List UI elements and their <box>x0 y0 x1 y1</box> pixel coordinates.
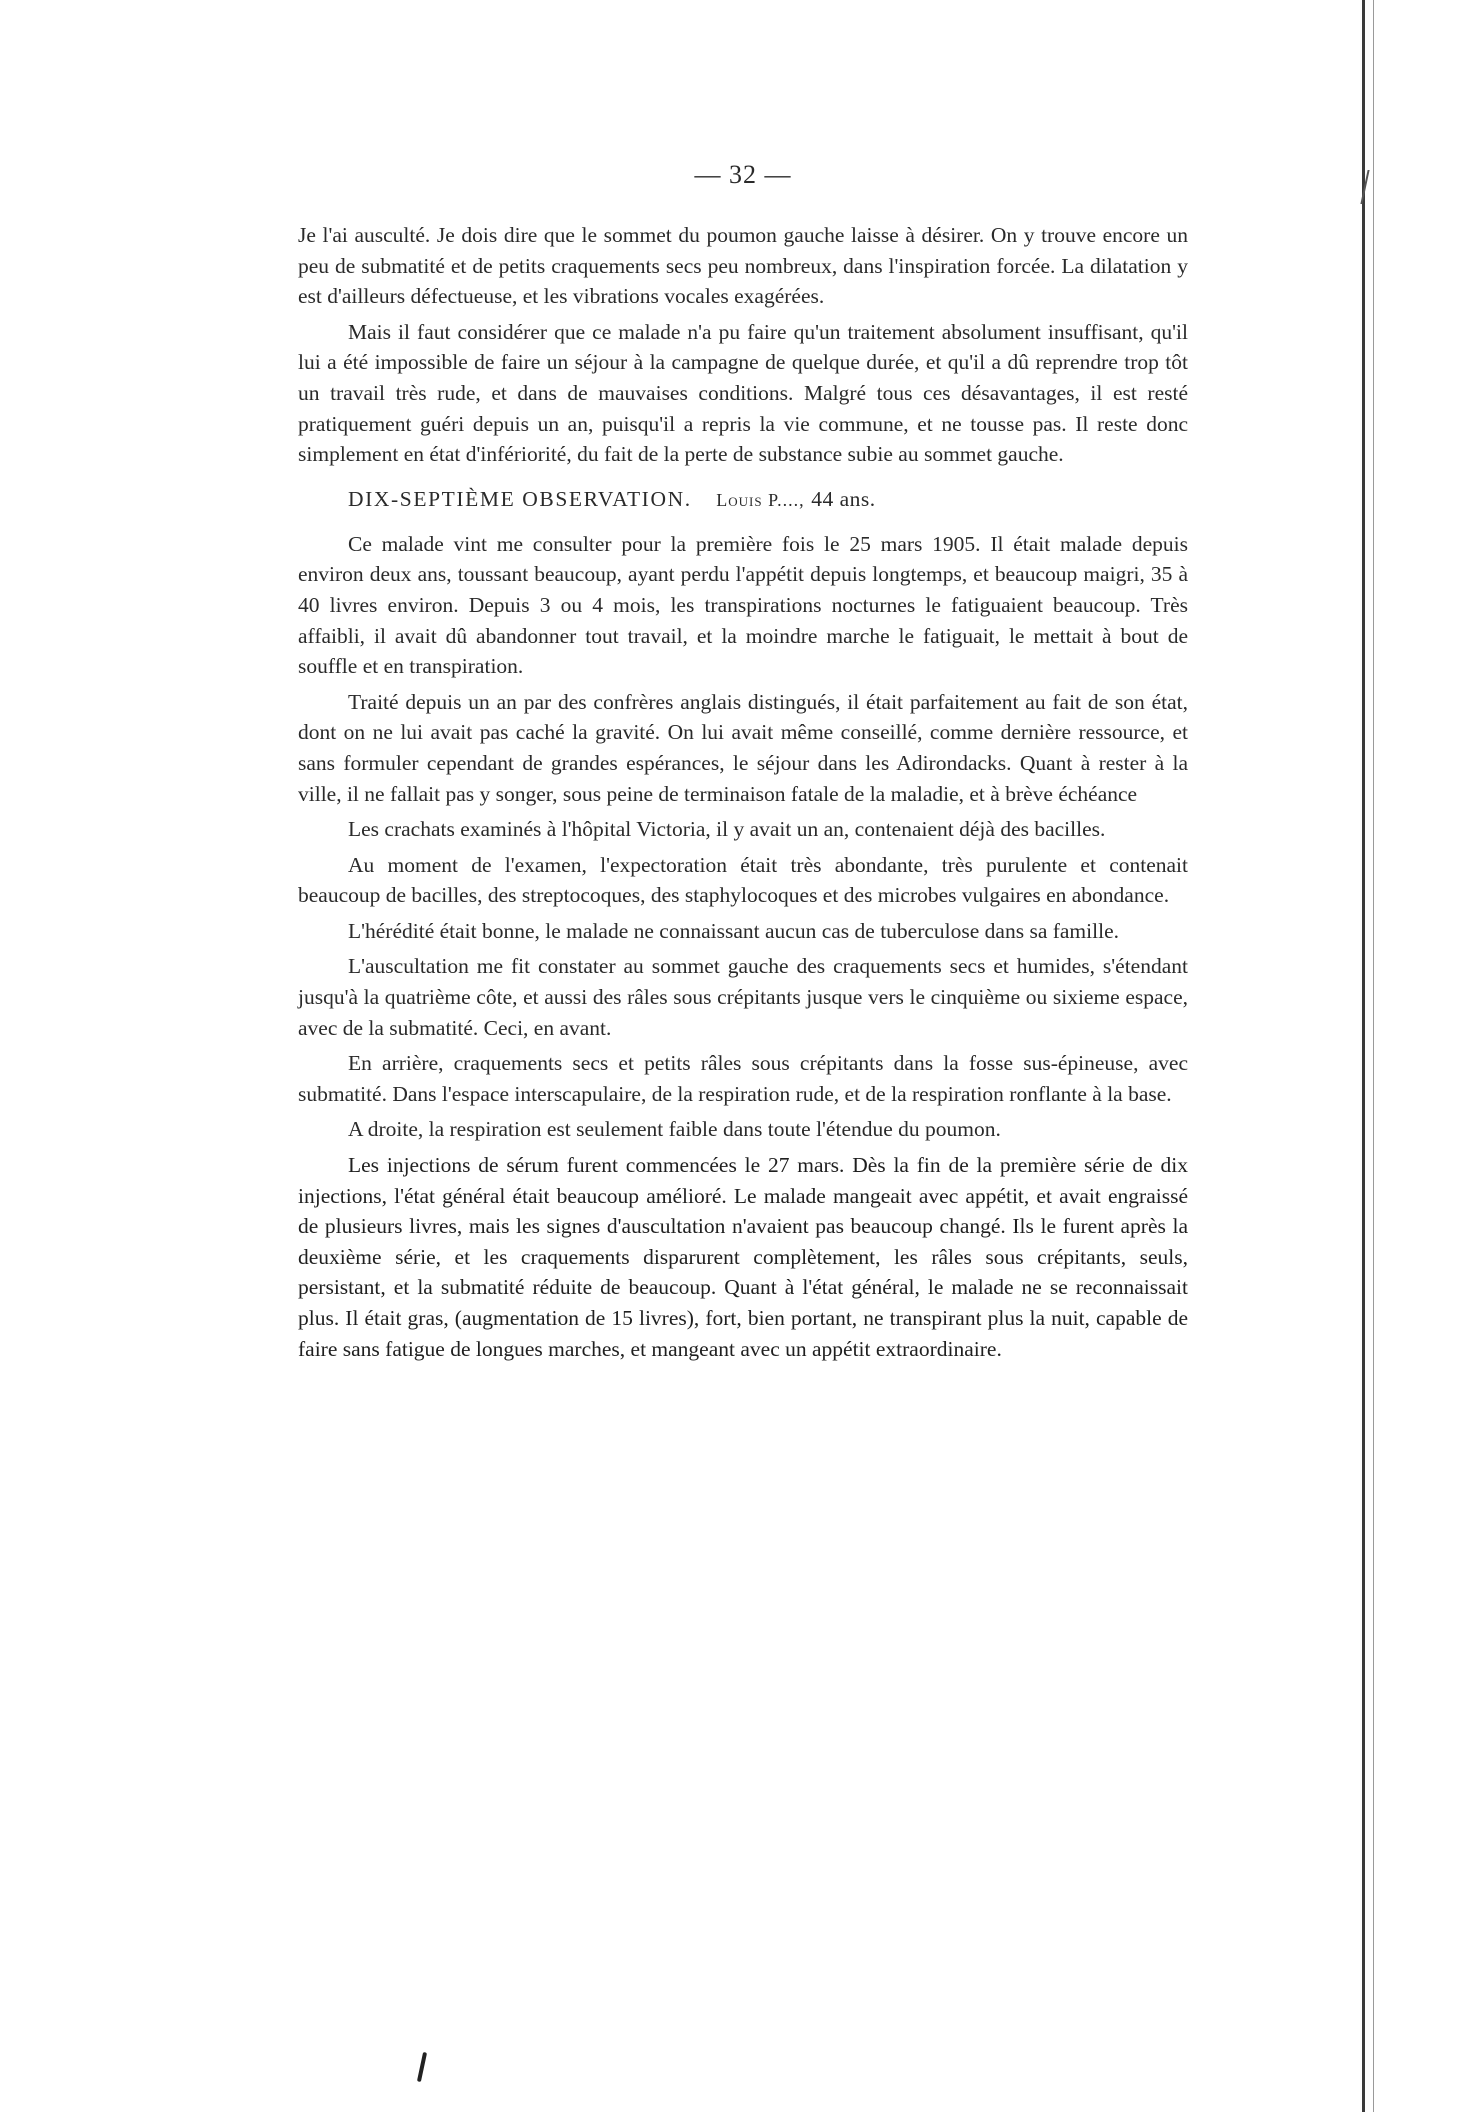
scan-artifact <box>417 2052 427 2082</box>
paragraph-anterior-auscultation: L'auscultation me fit constater au sommet gauche des craquements secs et humides, s'étendant jusqu'à la quatrième côte, et aussi des râles sous crépitants jusque vers le cinquième ou sixieme espace, avec de la submatité. Ceci, en avant. <box>298 954 1188 1040</box>
page-edge-line <box>1362 0 1365 2112</box>
paragraph-serum-injections: Les injections de sérum furent commencées le 27 mars. Dès la fin de la première série de dix injections, l'état général était beaucoup amélioré. Le malade mangeait avec appétit, et avait engraissé de plusieurs livres, mais les signes d'auscultation n'avaient pas beaucoup changé. Ils le furent après la deuxième série, et les craquements disparurent complètement, les râles sous crépitants, seuls, persistant, et la submatité réduite de beaucoup. Quant à l'état général, le malade ne se reconnaissait plus. Il était gras, (augmentation de 15 livres), fort, bien portant, ne transpirant plus la nuit, capable de faire sans fatigue de longues marches, et mangeant avec un appétit extraordinaire. <box>298 1153 1188 1361</box>
page-number: — 32 — <box>694 160 792 189</box>
paragraph-expectoration: Au moment de l'examen, l'expectoration était très abondante, très purulente et contenait beaucoup de bacilles, des streptocoques, des staphylocoques et des microbes vulgaires en abondance. <box>298 852 1188 908</box>
paragraph-prior-treatment: Traité depuis un an par des confrères anglais distingués, il était parfaitement au fait de son état, dont on ne lui avait pas caché la gravité. On lui avait même conseillé, comme dernière ressource, et sans formuler cependant de grandes espérances, le séjour dans les Adirondacks. Quant à rester à la ville, il ne fallait pas y songer, sous peine de terminaison fatale de la maladie, et à brève échéance <box>298 689 1188 806</box>
paragraph-sputum-exam: Les crachats examinés à l'hôpital Victoria, il y avait un an, contenaient déjà des bacilles. <box>348 817 1106 842</box>
patient-age: 44 ans. <box>811 486 876 511</box>
paragraph-treatment-outcome: Mais il faut considérer que ce malade n'a pu faire qu'un traitement absolument insuffisant, qu'il lui a été impossible de faire un séjour à la campagne de quelque durée, et qu'il a dû reprendre trop tôt un travail très rude, et dans de mauvaises conditions. Malgré tous ces désavantages, il est resté pratiquement guéri depuis un an, puisqu'il a repris la vie commune, et ne tousse pas. Il reste donc simplement en état d'infériorité, du fait de la perte de substance subie au sommet gauche. <box>298 319 1188 467</box>
paragraph-heredity: L'hérédité était bonne, le malade ne connaissant aucun cas de tuberculose dans sa famille. <box>348 918 1119 943</box>
paragraph-posterior-auscultation: En arrière, craquements secs et petits râles sous crépitants dans la fosse sus-épineuse, avec submatité. Dans l'espace interscapulaire, de la respiration rude, et de la respiration ronflante à la base. <box>298 1051 1188 1106</box>
document-page <box>298 160 1188 1369</box>
observation-title: DIX-SEPTIÈME OBSERVATION. <box>348 486 692 511</box>
paragraph-first-consultation: Ce malade vint me consulter pour la première fois le 25 mars 1905. Il était malade depuis environ deux ans, toussant beaucoup, ayant perdu l'appétit depuis longtemps, et beaucoup maigri, 35 à 40 livres environ. Depuis 3 ou 4 mois, les transpirations nocturnes le fatiguaient beaucoup. Très affaibli, il avait dû abandonner tout travail, et la moindre marche le fatiguait, le mettait à bout de souffle et en transpiration. <box>298 531 1188 679</box>
patient-name: Louis P...., <box>716 489 805 510</box>
page-edge-shadow <box>1373 0 1374 2112</box>
observation-heading <box>348 484 1188 515</box>
paragraph-right-lung: A droite, la respiration est seulement faible dans toute l'étendue du poumon. <box>348 1117 1001 1142</box>
paragraph-auscultation-summary: Je l'ai ausculté. Je dois dire que le sommet du poumon gauche laisse à désirer. On y trouve encore un peu de submatité et de petits craquements secs peu nombreux, dans l'inspiration forcée. La dilatation y est d'ailleurs défectueuse, et les vibrations vocales exagérées. <box>298 223 1188 309</box>
